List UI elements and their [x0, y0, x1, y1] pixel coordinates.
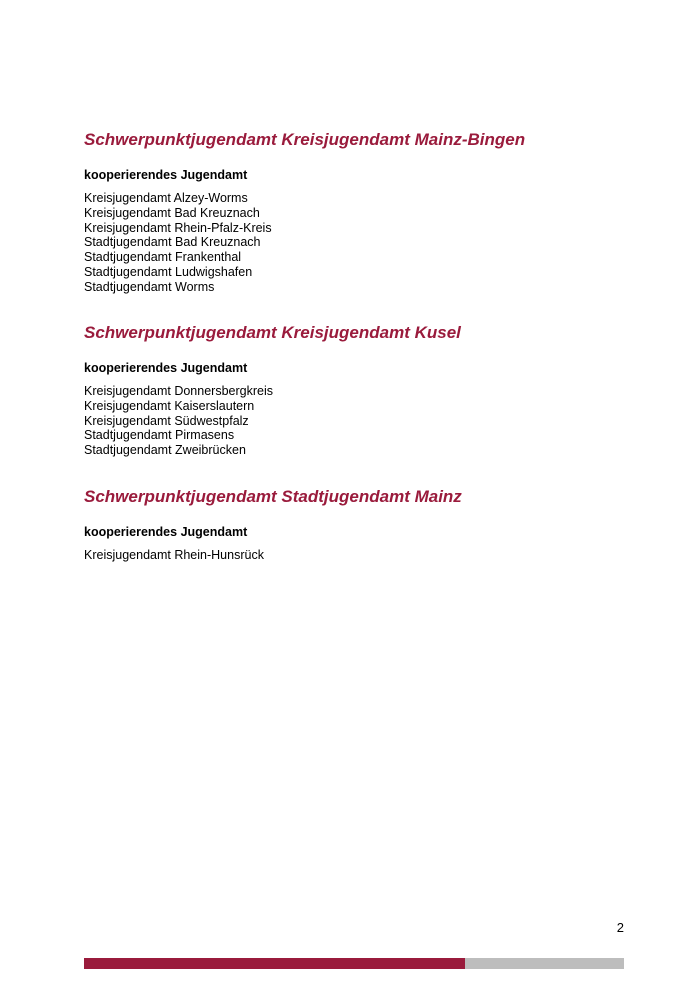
entry-list — [84, 191, 644, 295]
section-kusel — [84, 323, 644, 458]
entry-list — [84, 548, 644, 563]
list-item: Kreisjugendamt Bad Kreuznach — [84, 205, 260, 220]
section-heading: Schwerpunktjugendamt Kreisjugendamt Mainz-Bingen — [84, 130, 526, 149]
list-item: Kreisjugendamt Donnersbergkreis — [84, 384, 273, 398]
list-item: Kreisjugendamt Kaiserslautern — [84, 398, 255, 413]
list-item: Stadtjugendamt Ludwigshafen — [84, 264, 253, 279]
list-item: Stadtjugendamt Pirmasens — [84, 428, 235, 443]
section-mainz — [84, 487, 644, 563]
list-item: Kreisjugendamt Rhein-Hunsrück — [84, 548, 264, 562]
list-item: Kreisjugendamt Rhein-Pfalz-Kreis — [84, 220, 272, 235]
footer-accent-bar — [84, 958, 465, 969]
section-subheading: kooperierendes Jugendamt — [84, 525, 248, 539]
list-item: Stadtjugendamt Zweibrücken — [84, 443, 246, 458]
list-item: Kreisjugendamt Südwestpfalz — [84, 413, 249, 428]
section-subheading: kooperierendes Jugendamt — [84, 168, 248, 182]
list-item: Stadtjugendamt Frankenthal — [84, 250, 242, 265]
page-number: 2 — [616, 920, 624, 935]
list-item: Kreisjugendamt Alzey-Worms — [84, 191, 248, 205]
section-heading: Schwerpunktjugendamt Kreisjugendamt Kusel — [84, 323, 461, 342]
list-item: Stadtjugendamt Worms — [84, 279, 215, 294]
section-subheading: kooperierendes Jugendamt — [84, 361, 248, 375]
footer-secondary-bar — [465, 958, 624, 969]
list-item: Stadtjugendamt Bad Kreuznach — [84, 235, 261, 250]
section-mainz-bingen — [84, 130, 644, 295]
section-heading: Schwerpunktjugendamt Stadtjugendamt Mainz — [84, 487, 462, 506]
entry-list — [84, 384, 644, 458]
